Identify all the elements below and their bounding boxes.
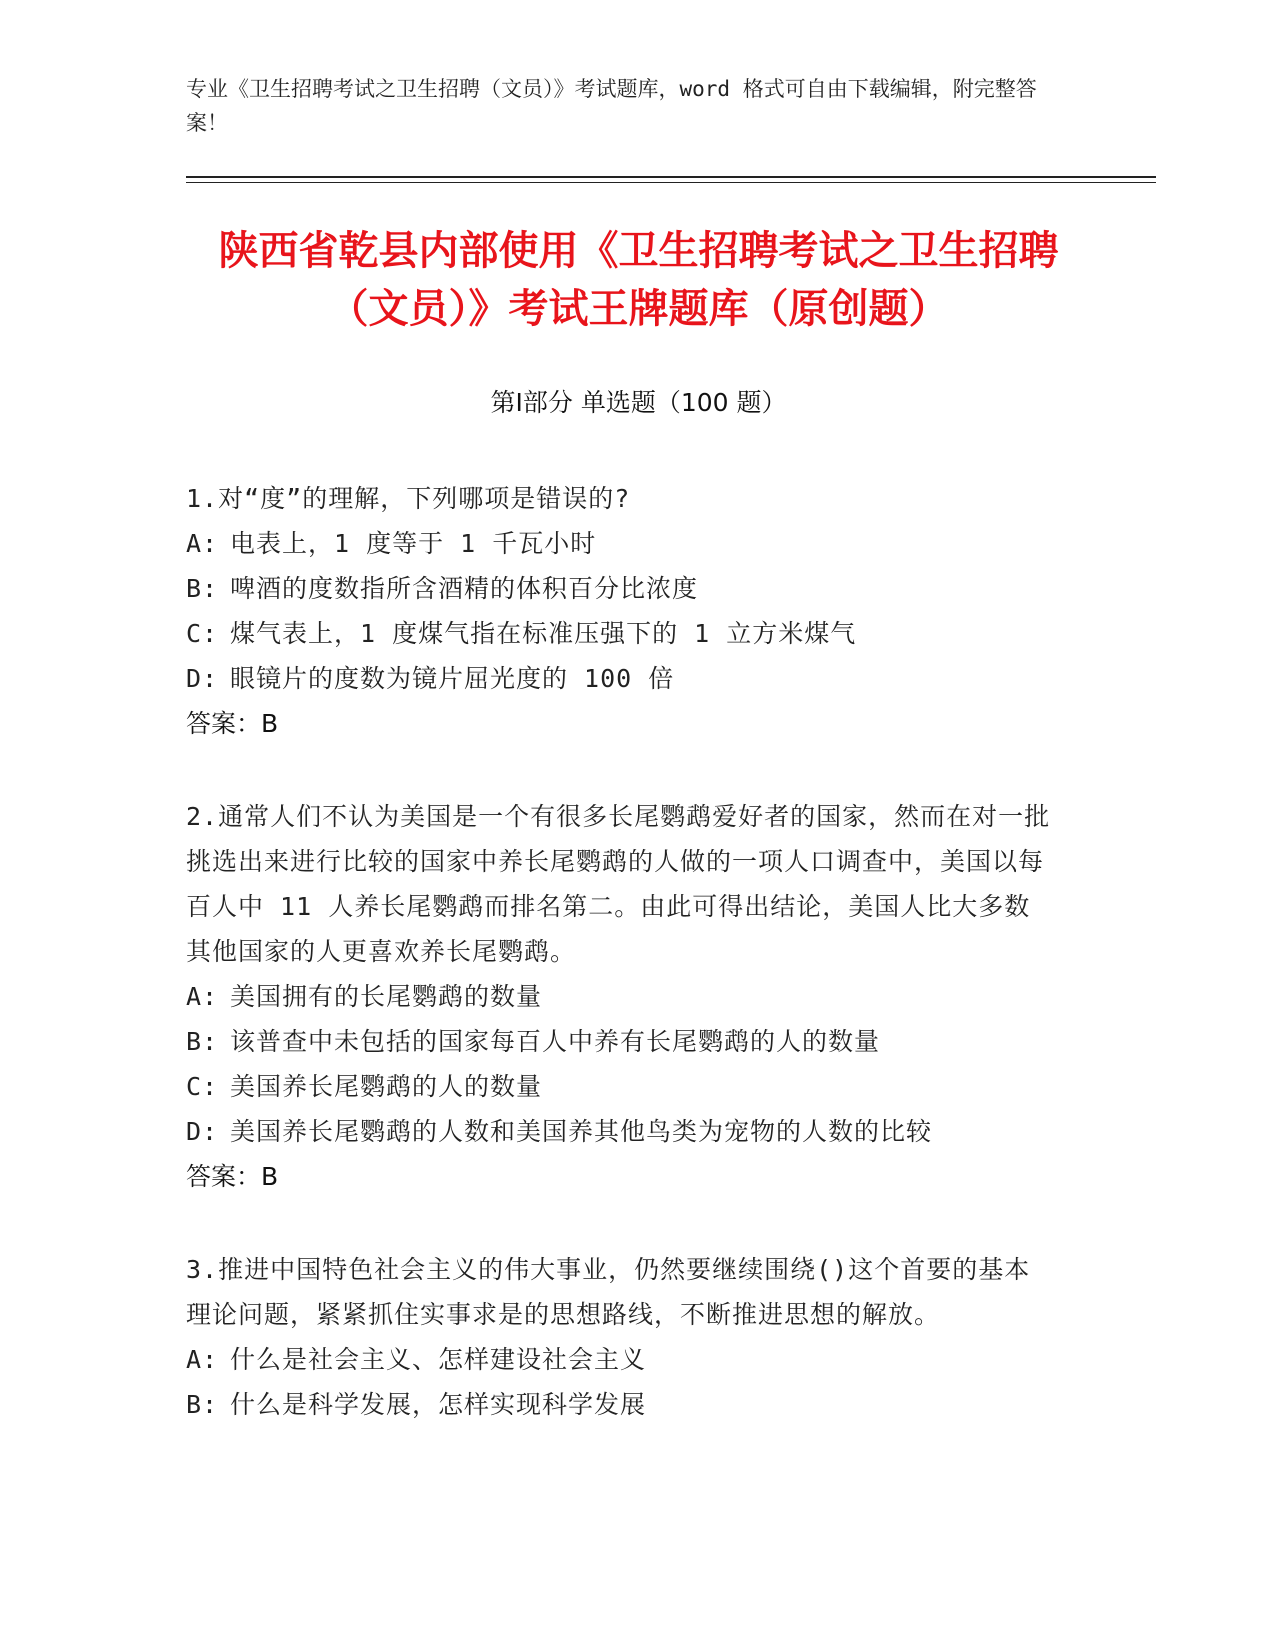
header-divider-thin — [186, 182, 1156, 183]
option-key: C: — [186, 1072, 219, 1101]
question-option — [186, 1109, 1056, 1154]
question-item — [186, 794, 1056, 1199]
option-key: D: — [186, 1117, 219, 1146]
question-stem: 1.对“度”的理解，下列哪项是错误的? — [186, 484, 631, 513]
option-text: 美国拥有的长尾鹦鹉的数量 — [230, 982, 543, 1011]
question-option — [186, 974, 1056, 1019]
question-item — [186, 1247, 1056, 1427]
question-option — [186, 1064, 1056, 1109]
question-option — [186, 1019, 1056, 1064]
option-text: 啤酒的度数指所含酒精的体积百分比浓度 — [230, 574, 699, 603]
question-stem: 3.推进中国特色社会主义的伟大事业，仍然要继续围绕()这个首要的基本理论问题，紧紧抓住实事求是的思想路线，不断推进思想的解放。 — [186, 1255, 1031, 1329]
question-option — [186, 1382, 1056, 1427]
option-key: A: — [186, 1345, 219, 1374]
question-option — [186, 521, 1056, 566]
option-key: A: — [186, 982, 219, 1011]
question-item — [186, 476, 1056, 746]
option-key: B: — [186, 1027, 219, 1056]
document-title: 陕西省乾县内部使用《卫生招聘考试之卫生招聘（文员）》考试王牌题库（原创题） — [218, 228, 1059, 332]
question-option — [186, 656, 1056, 701]
question-stem: 2.通常人们不认为美国是一个有很多长尾鹦鹉爱好者的国家，然而在对一批挑选出来进行比较的国家中养长尾鹦鹉的人做的一项人口调查中，美国以每百人中 11 人养长尾鹦鹉而排名第二。由此可得出结论，美国人比大多数其他国家的人更喜欢养长尾鹦鹉。 — [186, 802, 1051, 966]
option-key: A: — [186, 529, 219, 558]
option-text: 电表上，1 度等于 1 千瓦小时 — [230, 529, 597, 558]
question-answer: 答案：B — [186, 1162, 279, 1191]
question-list — [186, 476, 1056, 1475]
section-heading: 第Ⅰ部分 单选题（100 题） — [490, 388, 787, 417]
option-text: 什么是社会主义、怎样建设社会主义 — [230, 1345, 647, 1374]
header-note: 专业《卫生招聘考试之卫生招聘（文员）》考试题库，word 格式可自由下载编辑，附完整答案！ — [186, 77, 1037, 135]
header-divider-thick — [186, 176, 1156, 178]
option-key: C: — [186, 619, 219, 648]
option-key: B: — [186, 1390, 219, 1419]
option-text: 眼镜片的度数为镜片屈光度的 100 倍 — [230, 664, 675, 693]
option-key: B: — [186, 574, 219, 603]
question-option — [186, 566, 1056, 611]
option-text: 煤气表上，1 度煤气指在标准压强下的 1 立方米煤气 — [230, 619, 857, 648]
question-answer: 答案：B — [186, 709, 279, 738]
question-option — [186, 611, 1056, 656]
option-text: 该普查中未包括的国家每百人中养有长尾鹦鹉的人的数量 — [230, 1027, 881, 1056]
option-key: D: — [186, 664, 219, 693]
option-text: 什么是科学发展，怎样实现科学发展 — [230, 1390, 647, 1419]
question-option — [186, 1337, 1056, 1382]
option-text: 美国养长尾鹦鹉的人的数量 — [230, 1072, 543, 1101]
option-text: 美国养长尾鹦鹉的人数和美国养其他鸟类为宠物的人数的比较 — [230, 1117, 933, 1146]
